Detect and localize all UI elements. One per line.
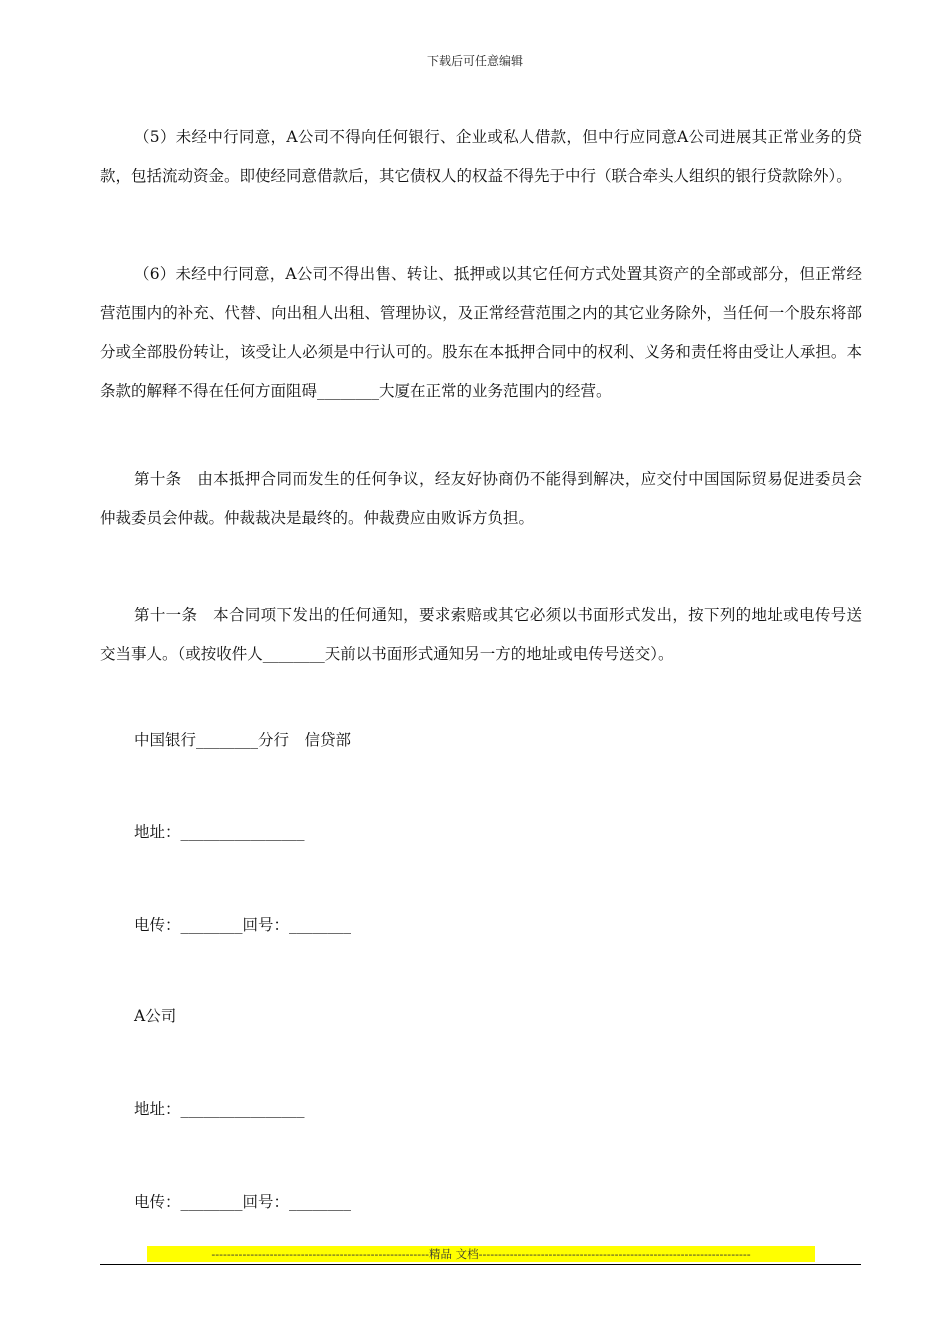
paragraph-clause-6: （6）未经中行同意，A公司不得出售、转让、抵押或以其它任何方式处置其资产的全部或部分，但正常经营范围内的补充、代替、向出租人出租、管理协议，及正常经营范围之内的其它业务除外，当任何一个股东将部分或全部股份转让，该受让人必须是中行认可的。股东在本抵押合同中的权利、义务和责任将由受让人承担。本条款的解释不得在任何方面阻碍________大厦在正常的业务范围内的经营。 [100,265,862,400]
page-header: 下载后可任意编辑 [426,54,523,68]
footer-divider [100,1264,861,1265]
company-telex-line: 电传：________回号：________ [134,1193,352,1211]
paragraph-clause-5: （5）未经中行同意，A公司不得向任何银行、企业或私人借款，但中行应同意A公司进展其正常业务的贷款，包括流动资金。即使经同意借款后，其它债权人的权益不得先于中行（联合牵头人组织的银行贷款除外）。 [100,128,862,185]
paragraph-article-11: 第十一条 本合同项下发出的任何通知，要求索赔或其它必须以书面形式发出，按下列的地址或电传号送交当事人。（或按收件人________天前以书面形式通知另一方的地址或电传号送交）。 [100,606,862,663]
paragraph-article-10: 第十条 由本抵押合同而发生的任何争议，经友好协商仍不能得到解决，应交付中国国际贸易促进委员会仲裁委员会仲裁。仲裁裁决是最终的。仲裁费应由败诉方负担。 [100,470,862,527]
company-name-line: A公司 [134,1007,177,1025]
company-address-line: 地址：________________ [134,1100,305,1118]
bank-telex-line: 电传：________回号：________ [134,916,352,934]
bank-address-line: 地址：________________ [134,823,305,841]
bank-branch-line: 中国银行________分行 信贷部 [134,731,352,749]
footer-banner: --------------------------------------------------------精品 文档---------------------------------------------------------------------- [147,1246,815,1262]
